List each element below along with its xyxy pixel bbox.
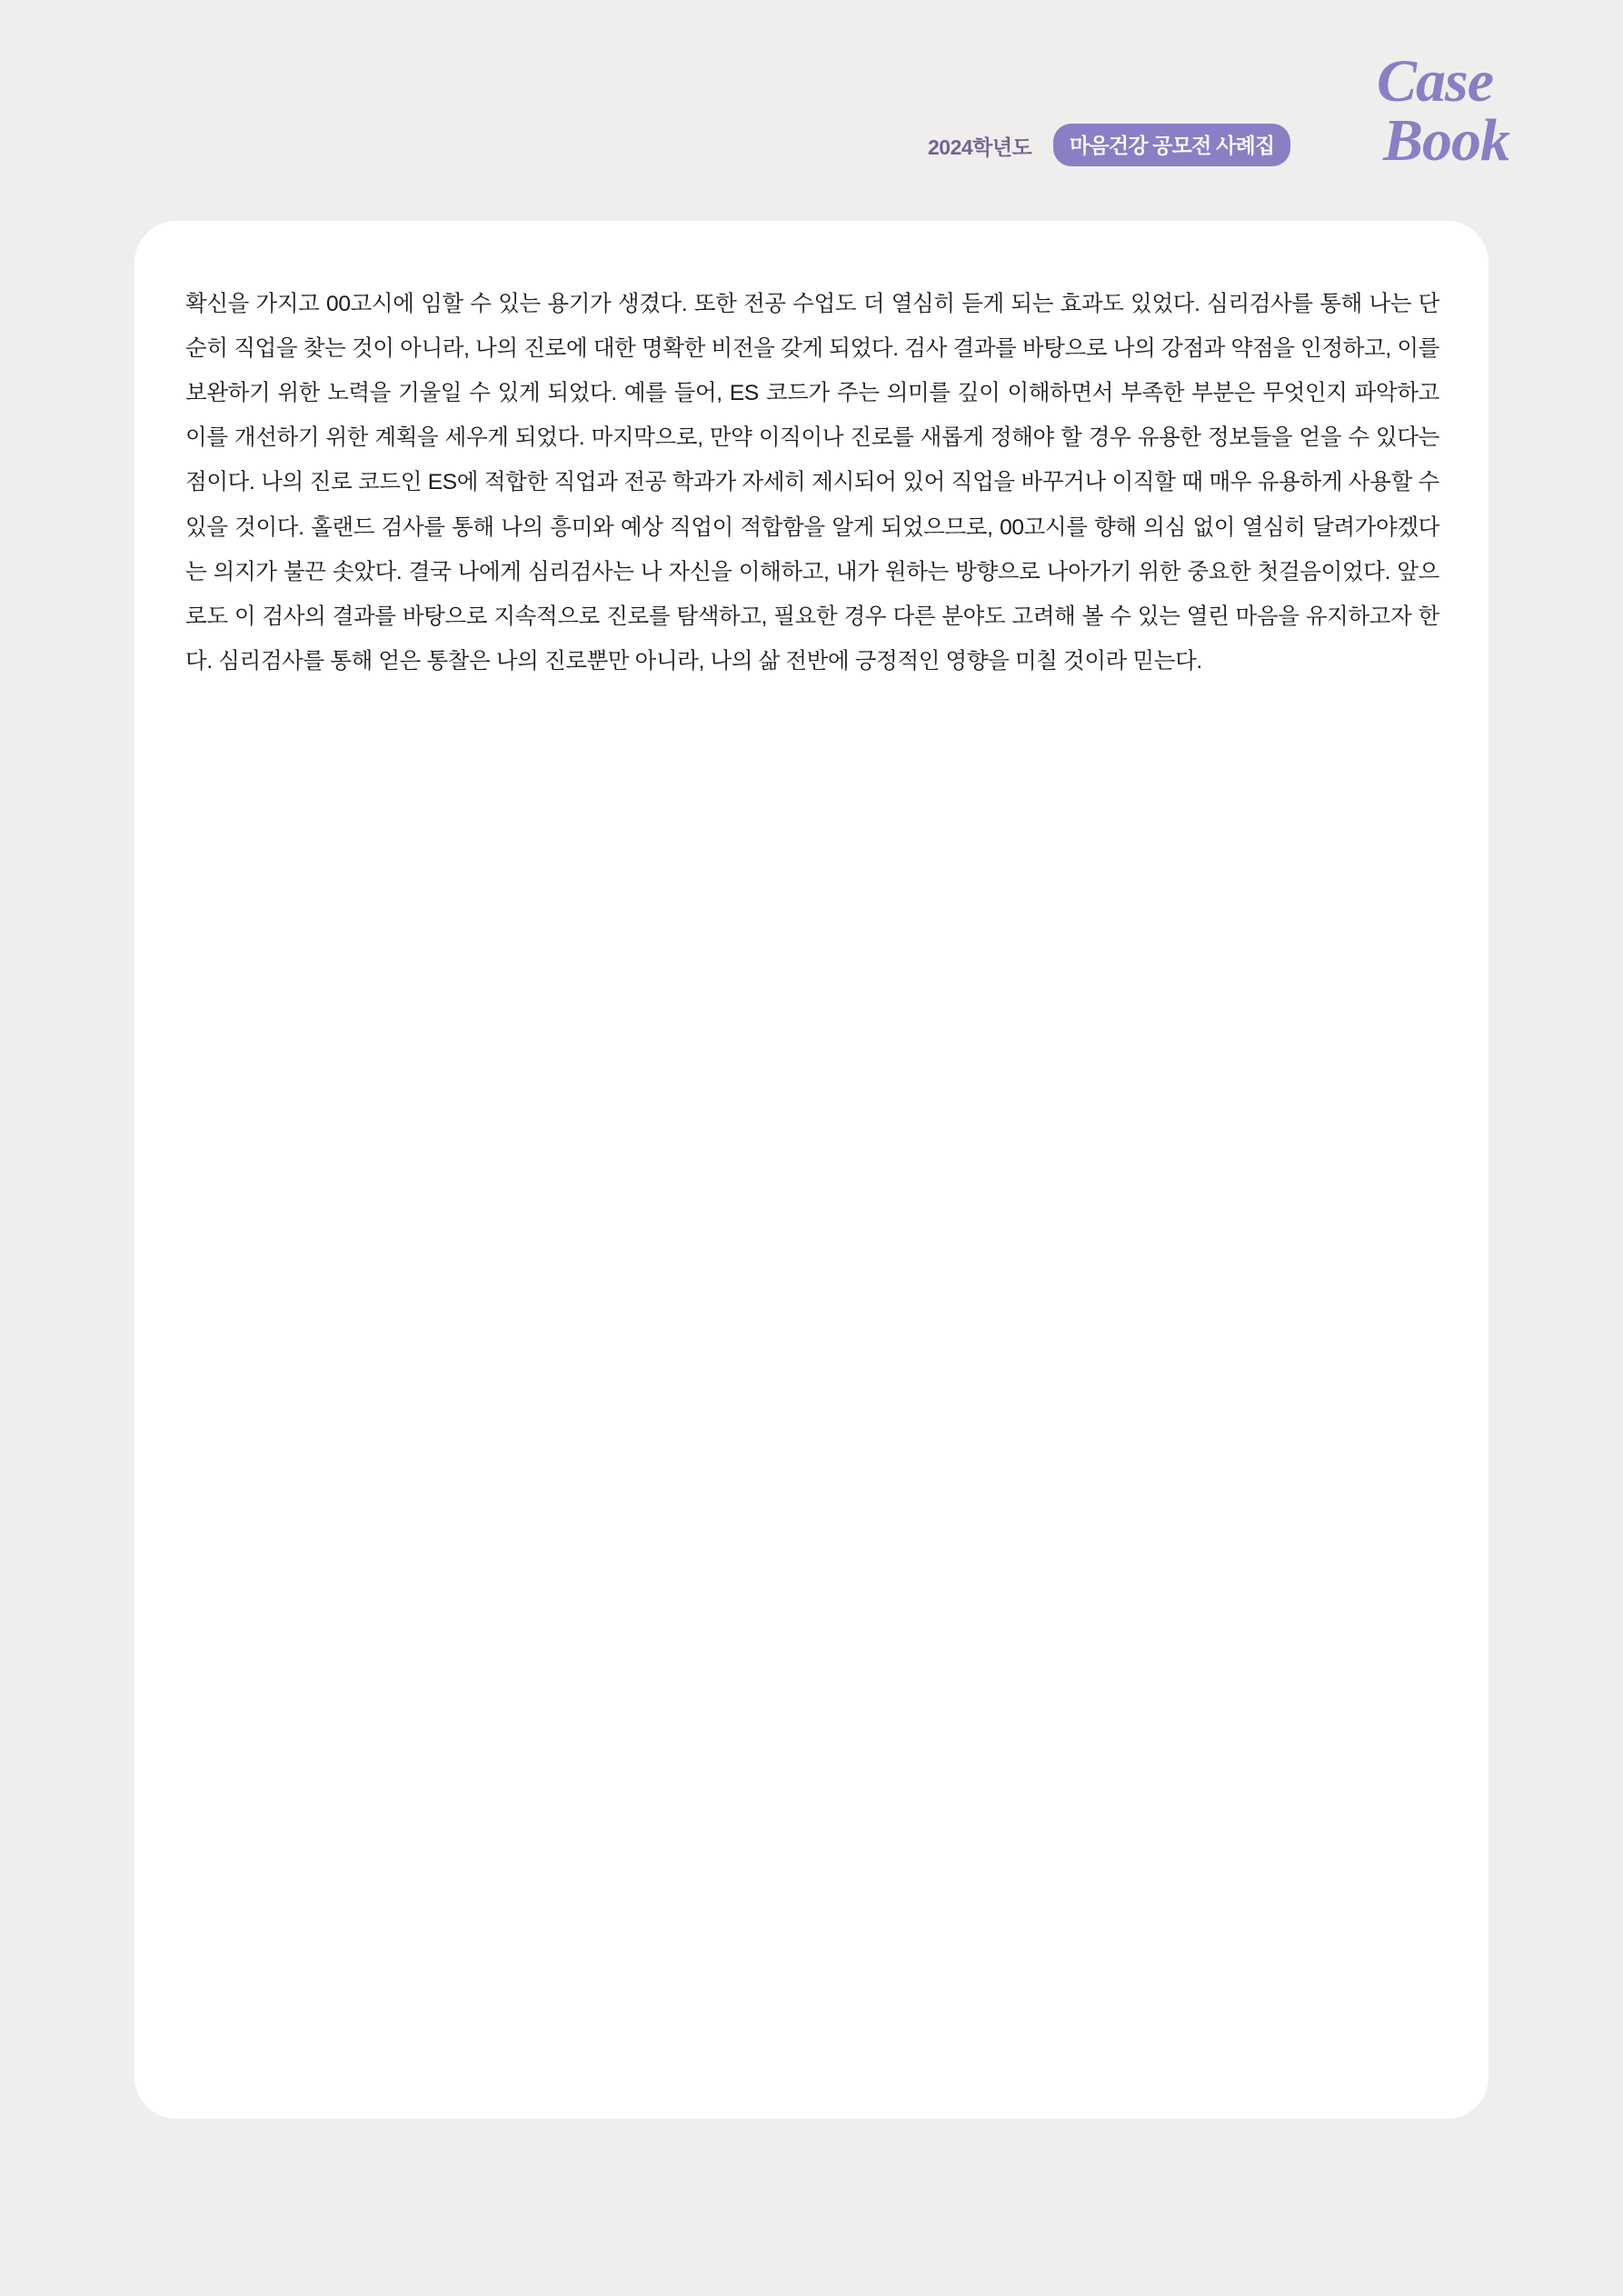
wordmark-case: Case <box>1377 48 1493 115</box>
casebook-brand-header <box>928 48 1509 180</box>
body-paragraph: 확신을 가지고 00고시에 임할 수 있는 용기가 생겼다. 또한 전공 수업도 더 열심히 듣게 되는 효과도 있었다. 심리검사를 통해 나는 단순히 직업을 찾는 것이 아니라, 나의 진로에 대한 명확한 비전을 갖게 되었다. 검사 결과를 바탕으로 나의 강점과 약점을 인정하고, 이를 보완하기 위한 노력을 기울일 수 있게 되었다. 예를 들어, ES 코드가 주는 의미를 깊이 이해하면서 부족한 부분은 무엇인지 파악하고 이를 개선하기 위한 계획을 세우게 되었다. 마지막으로, 만약 이직이나 진로를 새롭게 정해야 할 경우 유용한 정보들을 얻을 수 있다는 점이다. 나의 진로 코드인 ES에 적합한 직업과 전공 학과가 자세히 제시되어 있어 직업을 바꾸거나 이직할 때 매우 유용하게 사용할 수 있을 것이다. 홀랜드 검사를 통해 나의 흥미와 예상 직업이 적합함을 알게 되었으므로, 00고시를 향해 의심 없이 열심히 달려가야겠다는 의지가 불끈 솟았다. 결국 나에게 심리검사는 나 자신을 이해하고, 내가 원하는 방향으로 나아가기 위한 중요한 첫걸음이었다. 앞으로도 이 검사의 결과를 바탕으로 지속적으로 진로를 탐색하고, 필요한 경우 다른 분야도 고려해 볼 수 있는 열린 마음을 유지하고자 한다. 심리검사를 통해 얻은 통찰은 나의 진로뿐만 아니라, 나의 삶 전반에 긍정적인 영향을 미칠 것이라 믿는다. <box>185 291 1439 674</box>
casebook-wordmark <box>1377 48 1509 175</box>
wordmark-book: Book <box>1382 107 1509 175</box>
brand-subtitle-pill: 마음건강 공모전 사례집 <box>1053 124 1290 166</box>
content-sheet <box>134 221 1489 2119</box>
brand-year-label: 2024학년도 <box>928 135 1032 159</box>
